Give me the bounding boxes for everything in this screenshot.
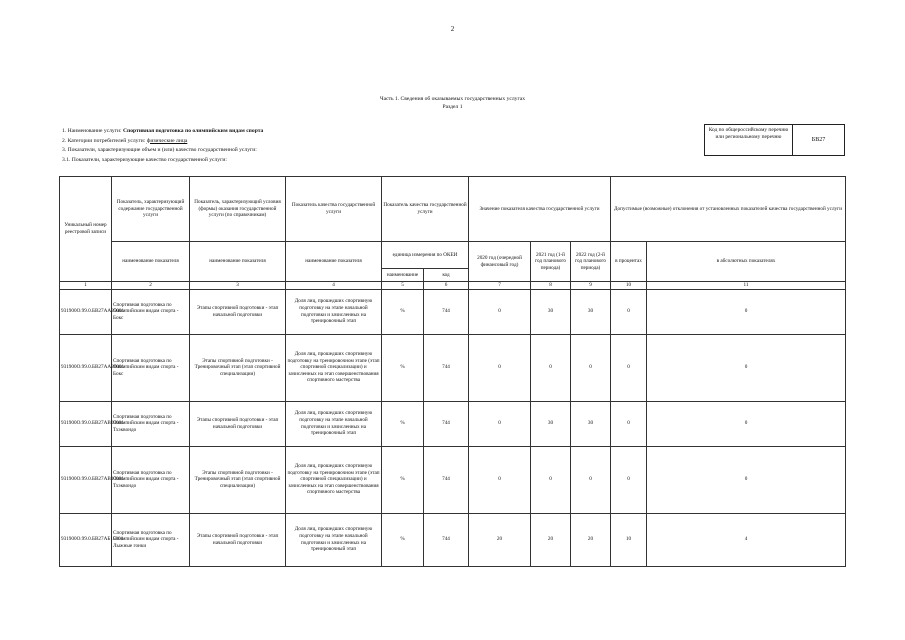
cell-condition: Этапы спортивной подготовки - Тренировочный этап (этап спортивной специализации) (190, 446, 286, 513)
header-2021: 2021 год (1-й год планового периода) (531, 242, 571, 282)
header-reg-num: Уникальный номер реестровой записи (60, 177, 112, 282)
col-number: 4 (286, 282, 382, 290)
cell-reg: 931900О.99.0.БВ27АВ09001 (60, 401, 112, 446)
cell-unit: % (382, 513, 424, 566)
cell-2021: 30 (531, 289, 571, 334)
cell-unit: % (382, 446, 424, 513)
code-box (704, 124, 845, 156)
cell-code: 744 (424, 289, 469, 334)
category-value: физические лица (146, 137, 188, 144)
cell-reg: 931900О.99.0.БВ27АБ15001 (60, 513, 112, 566)
cell-absolute: 4 (647, 513, 846, 566)
header-okei-name: наименование (382, 269, 424, 282)
cell-reg: 931900О.99.0.БВ27АА26001 (60, 334, 112, 401)
cell-2022: 20 (571, 513, 611, 566)
cell-condition: Этапы спортивной подготовки - этап начальной подготовки (190, 401, 286, 446)
cell-reg: 931900О.99.0.БВ27АА25001 (60, 289, 112, 334)
cell-quality: Доля лиц, прошедших спортивную подготовку на тренировочном этапе (этап спортивной специализации) и зачисленных на этап совершенствования спортивного мастерства (286, 446, 382, 513)
service-info (62, 127, 263, 165)
col-number: 5 (382, 282, 424, 290)
table-row (60, 401, 846, 446)
code-box-value: БВ27 (811, 137, 826, 143)
service-label: 1. Наименование услуги: (62, 128, 122, 134)
cell-percent: 10 (611, 513, 647, 566)
col-number: 6 (424, 282, 469, 290)
cell-absolute: 0 (647, 446, 846, 513)
header-quality: Показатель качества государственной услуги (286, 177, 382, 242)
cell-2020: 0 (469, 334, 531, 401)
quality-line: 3.1. Показатели, характеризующие качество государственной услуги: (62, 156, 227, 163)
cell-quality: Доля лиц, прошедших спортивную подготовку на этапе начальной подготовки и зачисленных на тренировочный этап (286, 401, 382, 446)
table-row (60, 446, 846, 513)
cell-percent: 0 (611, 289, 647, 334)
cell-code: 744 (424, 446, 469, 513)
cell-unit: % (382, 401, 424, 446)
cell-code: 744 (424, 401, 469, 446)
cell-code: 744 (424, 513, 469, 566)
col-number: 2 (112, 282, 190, 290)
header-row-2 (60, 242, 846, 269)
cell-2020: 0 (469, 289, 531, 334)
cell-content: Спортивная подготовка по Олимпийским видам спорта - Бокс (112, 289, 190, 334)
title-line-2: Раздел 1 (442, 104, 463, 110)
cell-unit: % (382, 289, 424, 334)
header-absolute: в абсолютных показателях (647, 242, 846, 282)
col-number: 3 (190, 282, 286, 290)
cell-quality: Доля лиц, прошедших спортивную подготовку на этапе начальной подготовки и зачисленных на тренировочный этап (286, 289, 382, 334)
cell-2022: 0 (571, 446, 611, 513)
code-box-label: Код по общероссийскому перечню или региональному перечню (705, 125, 793, 155)
cell-2021: 0 (531, 334, 571, 401)
cell-absolute: 0 (647, 334, 846, 401)
cell-absolute: 0 (647, 289, 846, 334)
cell-code: 744 (424, 334, 469, 401)
cell-quality: Доля лиц, прошедших спортивную подготовку на этапе начальной подготовки и зачисленных на тренировочный этап (286, 513, 382, 566)
header-okei-code: код (424, 269, 469, 282)
category-line (62, 137, 263, 147)
cell-content: Спортивная подготовка по Олимпийским видам спорта - Тхэквондо (112, 401, 190, 446)
table-row (60, 289, 846, 334)
cell-percent: 0 (611, 446, 647, 513)
col-number: 10 (611, 282, 647, 290)
header-indicator-name: наименование показателя (112, 242, 190, 282)
header-values: Значение показателя качества государственной услуги (469, 177, 611, 242)
cell-2020: 20 (469, 513, 531, 566)
cell-2020: 0 (469, 401, 531, 446)
cell-content: Спортивная подготовка по Олимпийским видам спорта - Бокс (112, 334, 190, 401)
col-number: 9 (571, 282, 611, 290)
header-okei: единица измерения по ОКЕИ (382, 242, 469, 269)
cell-condition: Этапы спортивной подготовки - этап начальной подготовки (190, 513, 286, 566)
header-2020: 2020 год (очередной финансовый год) (469, 242, 531, 282)
col-number: 11 (647, 282, 846, 290)
cell-content: Спортивная подготовка по Олимпийским видам спорта - Тхэквондо (112, 446, 190, 513)
page-number: 2 (450, 25, 455, 33)
quality-table (59, 176, 846, 567)
cell-absolute: 0 (647, 401, 846, 446)
section-title (0, 95, 905, 111)
service-name: Спортивная подготовка по олимпийским видам спорта (122, 128, 264, 134)
cell-reg: 931900О.99.0.БВ27АВ10001 (60, 446, 112, 513)
cell-2022: 0 (571, 334, 611, 401)
header-percent: в процентах (611, 242, 647, 282)
service-line (62, 127, 263, 137)
cell-condition: Этапы спортивной подготовки - этап начальной подготовки (190, 289, 286, 334)
header-indicator-name-2: наименование показателя (190, 242, 286, 282)
col-number: 8 (531, 282, 571, 290)
cell-2021: 30 (531, 401, 571, 446)
table-row (60, 334, 846, 401)
col-number: 1 (60, 282, 112, 290)
header-indicator-name-3: наименование показателя (286, 242, 382, 282)
cell-2022: 30 (571, 401, 611, 446)
category-label: 2. Категории потребителей услуги: (62, 137, 146, 144)
indicators-line: 3. Показатели, характеризующие объем и (или) качество государственной услуги: (62, 147, 257, 154)
cell-2021: 20 (531, 513, 571, 566)
header-row-1 (60, 177, 846, 242)
header-quality-unit: Показатель качества государственной услуги (382, 177, 469, 242)
header-conditions: Показатель, характеризующий условия (формы) оказания государственной услуги (по справочникам) (190, 177, 286, 242)
cell-quality: Доля лиц, прошедших спортивную подготовку на тренировочном этапе (этап спортивной специализации) и зачисленных на этап совершенствования спортивного мастерства (286, 334, 382, 401)
cell-2020: 0 (469, 446, 531, 513)
cell-2021: 0 (531, 446, 571, 513)
cell-condition: Этапы спортивной подготовки - Тренировочный этап (этап спортивной специализации) (190, 334, 286, 401)
header-2022: 2022 год (2-й год планового периода) (571, 242, 611, 282)
header-deviation: Допустимые (возможные) отклонения от установленных показателей качества государственной услуги (611, 177, 846, 242)
column-numbers-row (60, 282, 846, 290)
cell-content: Спортивная подготовка по Олимпийским видам спорта - Лыжные гонки (112, 513, 190, 566)
cell-percent: 0 (611, 401, 647, 446)
cell-2022: 30 (571, 289, 611, 334)
header-content: Показатель, характеризующий содержание государственной услуги (112, 177, 190, 242)
cell-percent: 0 (611, 334, 647, 401)
col-number: 7 (469, 282, 531, 290)
table-row (60, 513, 846, 566)
title-line-1: Часть 1. Сведения об оказываемых государственных услугах (379, 96, 526, 102)
cell-unit: % (382, 334, 424, 401)
